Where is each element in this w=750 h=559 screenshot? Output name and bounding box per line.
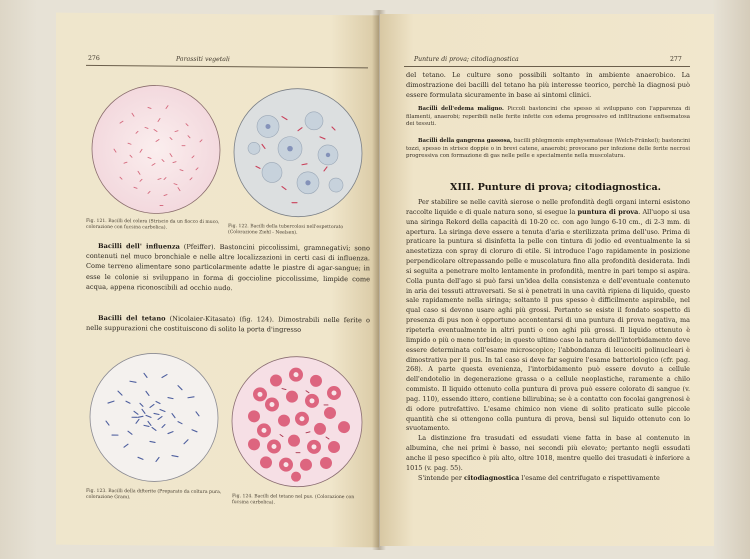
fig123-diphtheria-plate bbox=[88, 351, 220, 484]
edema-paragraph bbox=[406, 106, 690, 129]
right-page-number: 277 bbox=[670, 56, 682, 63]
intro-text: del tetano. Le culture sono possibili soltanto in ambiente anaerobico. La dimostrazione dei bacilli del tetano ha più interesse teorico, perchè la diagnosi può essere formulata sicuramente in base ai sintomi clinici. bbox=[406, 71, 690, 100]
fig121-caption: Fig. 121. Bacilli del colera (Striscio da un fiocco di muco, colorazione con fucsina carbolica). bbox=[86, 218, 220, 231]
edema-text: Piccoli bastoncini che spesso si sviluppano con l'apparenza di filamenti, anaerobi; reperibili nelle ferite infette con edema progressivo ed infiltrazione enfisematosa dei tessuti. bbox=[406, 106, 690, 128]
fig122-caption: Fig. 122. Bacilli della tubercolosi nell'espettorato (Colorazione Ziehl - Neelsen). bbox=[228, 224, 344, 237]
tetano-title: Bacilli del tetano bbox=[98, 313, 166, 323]
right-page bbox=[380, 14, 714, 546]
left-page bbox=[56, 13, 379, 548]
left-page-number: 276 bbox=[88, 54, 100, 62]
influenza-paragraph bbox=[86, 241, 370, 294]
tetano-paragraph bbox=[86, 313, 370, 336]
fig124-caption: Fig. 124. Bacilli del tetano nel pus. (Colorazione con fucsina carbolica). bbox=[232, 494, 355, 506]
right-running-head: Punture di prova; citodiagnostica bbox=[414, 56, 519, 63]
edema-title: Bacilli dell'edema maligno. bbox=[418, 106, 504, 112]
gangrena-text: bacilli phlegmonis emphysematosae (Welch-Fränkel); bastoncini tozzi, spesso in strisce doppie o in brevi catene, anaerobi; provocano per infezione delle ferite necrosi progressiva con formazione di gas nelle pelle e specialmente nella muscolatura. bbox=[406, 138, 690, 160]
puntura-paragraph bbox=[406, 198, 690, 483]
para2: La distinzione fra trasudati ed essudati viene fatta in base al contenuto in albumina, che nei primi è basso, nei secondi più elevato; pertanto negli essudati anche il peso specifico è più alto, oltre 1018, mentre quello dei trasudati è inferiore a 1015 (v. pag. 55). bbox=[406, 434, 690, 472]
influenza-title: Bacilli dell' influenza bbox=[98, 241, 180, 251]
para3-start: S'intende per bbox=[418, 473, 464, 482]
left-header-rule bbox=[86, 65, 368, 68]
tetano-text: (Nicolaier-Kitasato) (fig. 124). Dimostrabili nelle ferite o nelle suppurazioni che costituiscono di solito la porta d'ingresso bbox=[86, 314, 370, 334]
fig122-tuberculosis-plate bbox=[232, 86, 364, 219]
fig123-caption: Fig. 123. Bacilli della difterite (Preparato da coltura pura, colorazione Gram). bbox=[86, 488, 222, 501]
citodiagnostica-term: citodiagnostica bbox=[463, 473, 520, 482]
fig121-cholera-plate bbox=[90, 83, 222, 216]
para1-start: Per stabilire se nelle cavità sierose o nelle profondità degli organi interni esistono raccolte liquide e di quale natura sono, si esegue la bbox=[406, 198, 690, 216]
gangrena-title: Bacilli della gangrena gassosa, bbox=[418, 138, 513, 144]
para1-rest: . All'uopo si usa una siringa Rekord della capacità di 10-20 cc. con ago lungo 6-10 cm., di 2-3 mm. di apertura. La siringa deve essere a tenuta d'aria e sterilizzata prima dell'uso. Prima di praticare la puntura si disinfetta la pelle con tintura di jodio ed eventualmente la si anestetizza con spray di cloruro di etile. Si introduce l'ago rapidamente in posizione perpendicolare oltrepassando pelle e muscolatura fino alla profondità desiderata. Indi si seguita a penetrare molto lentamente in profondità, mentre in pari tempo si aspira. Colla punta dell'ago si può farsi un'idea della consistenza e dell'eventuale contenuto in aria dei tessuti attraversati. Se si è penetrati in una cavità ripiena di liquido, questo sale rapidamente nella siringa; soltanto il pus spesso è difficilmente aspirabile, nel qual caso si devono usare aghi più grossi. Pertanto se esiste il fondato sospetto di presenza di pus non è opportuno accontentarsi di una puntura di prova negativa, ma ripeterla eventualmente in altri punti o con aghi più grossi. Il liquido ottenuto è limpido o più o meno torbido; in questo ultimo caso la natura dell'intorbidamento deve essere determinata coll'esame microscopico; l'abbondanza di leucociti polinucleari è dimostrativa per il pus. In tal caso si deve far seguire l'esame batteriologico (cfr. pag. 268). A parte questa evenienza, l'intorbidamento può essere dovuto a cellule dell'endotelio in degenerazione grassa o a cellule neoplastiche, raramente a chilo commisto. Il liquido ottenuto colla puntura di prova può essere colorato di sangue (v. pag. 110), essendo ittero, contiene bilirubina; se è a contatto con focolai gangrenosi è di odore putrefattivo. L'esame chimico non viene di solito praticato sulle piccole quantità che si ottengono colla puntura di prova, bensì sul liquido ottenuto con lo svuotamento. bbox=[406, 207, 691, 433]
fig124-tetanus-plate bbox=[230, 354, 364, 489]
intro-paragraph bbox=[406, 70, 690, 101]
section-title: XIII. Punture di prova; citodiagnostica. bbox=[450, 182, 662, 193]
left-running-head: Parassiti vegetali bbox=[176, 55, 230, 64]
right-header-rule bbox=[404, 66, 690, 67]
puntura-di-prova-term: puntura di prova bbox=[577, 207, 639, 216]
gangrena-paragraph bbox=[406, 138, 690, 161]
para3-rest: l'esame del centrifugato e rispettivamente bbox=[519, 473, 660, 482]
influenza-text: (Pfeiffer). Bastoncini piccolissimi, gramnegativi; sono contenuti nel muco bronchiale e nelle altre localizzazioni in certi casi di influenza. Come terreno alimentare sono particolarmente adatte le piastre di agar-sangue; in esse le colonie si sviluppano in forma di goccioline piccolissime, limpide come acqua, appena riconoscibili ad occhio nudo. bbox=[86, 242, 370, 292]
